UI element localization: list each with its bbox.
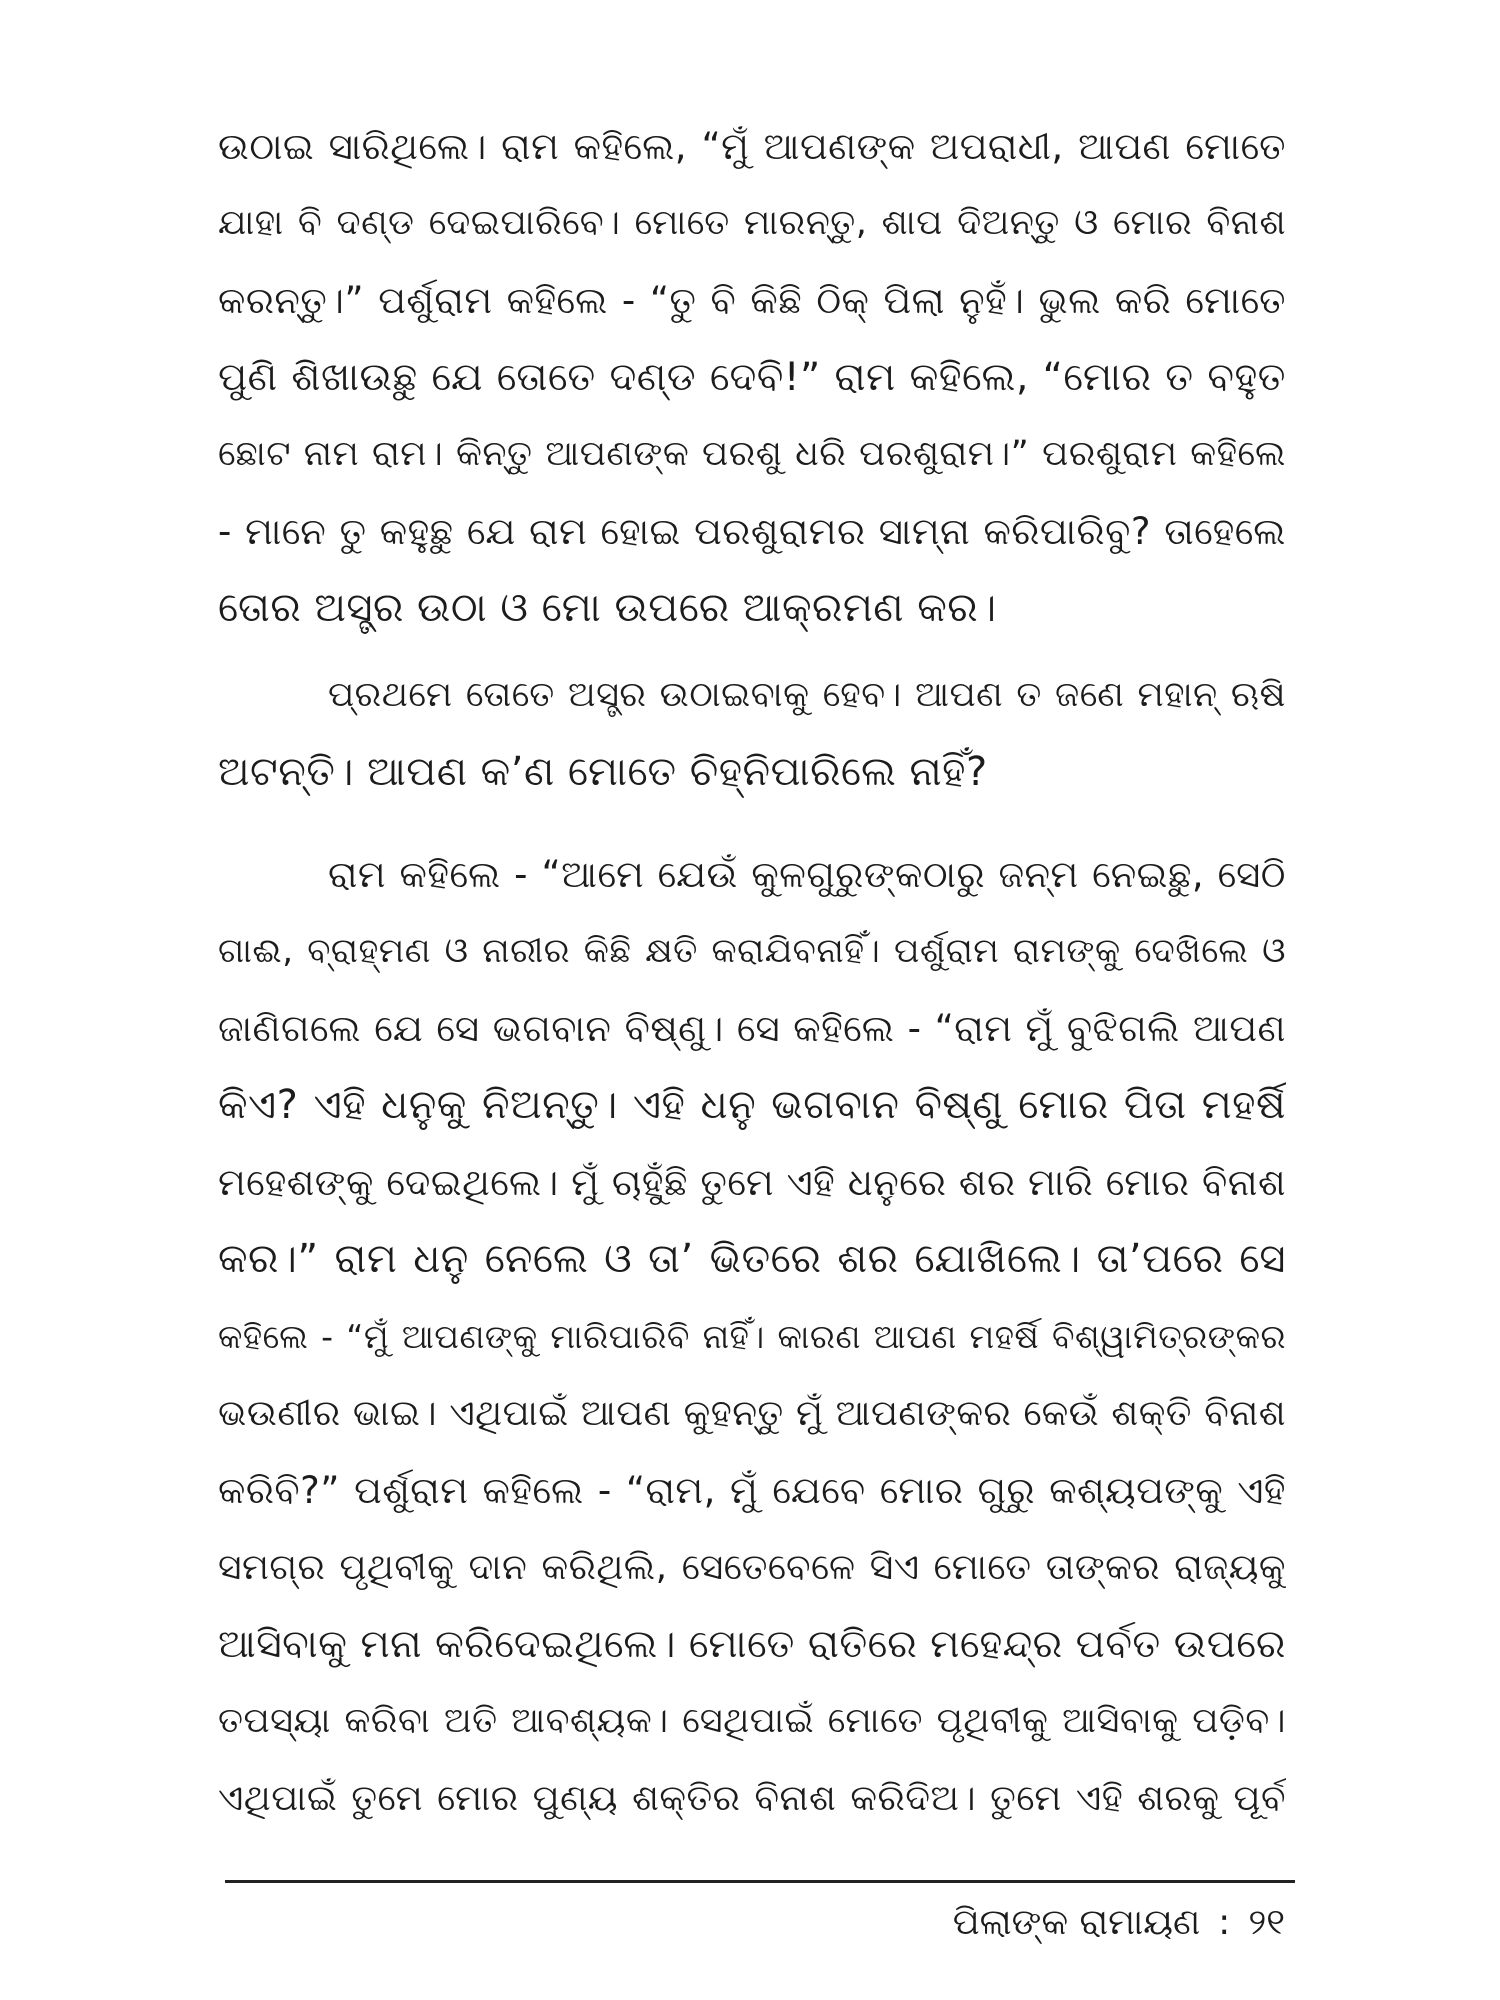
paragraph-3	[218, 836, 1286, 1837]
text-line: ଭଉଣୀର ଭାଇ। ଏଥିପାଇଁ ଆପଣ କୁହନ୍ତୁ ମୁଁ ଆପଣଙ୍କର କେଉଁ ଶକ୍ତି ବିନାଶ	[218, 1393, 1286, 1434]
text-line: ଉଠାଇ ସାରିଥିଲେ। ରାମ କହିଲେ, “ମୁଁ ଆପଣଙ୍କ ଅପରାଧୀ, ଆପଣ ମୋତେ	[218, 125, 1286, 168]
text-line: ତୋର ଅସ୍ତ୍ର ଉଠା ଓ ମୋ ଉପରେ ଆକ୍ରମଣ କର।	[218, 585, 997, 631]
text-line: କରିବି?” ପର୍ଶୁରାମ କହିଲେ - “ରାମ, ମୁଁ ଯେବେ ମୋର ଗୁରୁ କଶ୍ୟପଙ୍କୁ ଏହି	[218, 1469, 1286, 1512]
text-line: ଅଟନ୍ତି। ଆପଣ କ’ଣ ମୋତେ ଚିହ୍ନିପାରିଲେ ନାହିଁ?	[218, 749, 988, 795]
text-line: ଯାହା ବି ଦଣ୍ଡ ଦେଇପାରିବେ। ମୋତେ ମାରନ୍ତୁ, ଶାପ ଦିଅନ୍ତୁ ଓ ମୋର ବିନାଶ	[218, 203, 1286, 243]
footer-divider	[225, 1880, 1295, 1883]
paragraph-2	[218, 657, 1286, 811]
text-line: ପ୍ରଥମେ ତୋତେ ଅସ୍ତ୍ର ଉଠାଇବାକୁ ହେବ। ଆପଣ ତ ଜଣେ ମହାନ୍ ଋଷି	[328, 675, 1286, 715]
page-footer	[953, 1898, 1285, 1948]
text-line: ମହେଶଙ୍କୁ ଦେଇଥିଲେ। ମୁଁ ଚାହୁଁଛି ତୁମେ ଏହି ଧନୁରେ ଶର ମାରି ମୋର ବିନାଶ	[218, 1161, 1286, 1204]
page-number: ୨୧	[1248, 1902, 1285, 1943]
text-line: ଆସିବାକୁ ମନା କରିଦେଇଥିଲେ। ମୋତେ ରାତିରେ ମହେନ୍ଦ୍ର ପର୍ବତ ଉପରେ	[218, 1622, 1286, 1667]
text-line: କର।” ରାମ ଧନୁ ନେଲେ ଓ ତା’ ଭିତରେ ଶର ଯୋଖିଲେ। ତା’ପରେ ସେ	[218, 1236, 1286, 1282]
text-line: କହିଲେ - “ମୁଁ ଆପଣଙ୍କୁ ମାରିପାରିବି ନାହିଁ। କାରଣ ଆପଣ ମହର୍ଷି ବିଶ୍ୱାମିତ୍ରଙ୍କର	[218, 1317, 1286, 1356]
paragraph-1	[218, 108, 1286, 647]
text-line: କିଏ? ଏହି ଧନୁକୁ ନିଅନ୍ତୁ। ଏହି ଧନୁ ଭଗବାନ ବିଷ୍ଣୁ ମୋର ପିତା ମହର୍ଷି	[218, 1082, 1286, 1128]
text-line: ଛୋଟ ନାମ ରାମ। କିନ୍ତୁ ଆପଣଙ୍କ ପରଶୁ ଧରି ପରଶୁରାମ।” ପରଶୁରାମ କହିଲେ	[218, 434, 1286, 474]
text-line: ଏଥିପାଇଁ ତୁମେ ମୋର ପୁଣ୍ୟ ଶକ୍ତିର ବିନାଶ କରିଦିଅ। ତୁମେ ଏହି ଶରକୁ ପୂର୍ବ	[218, 1778, 1286, 1819]
text-line: ପୁଣି ଶିଖାଉଛୁ ଯେ ତୋତେ ଦଣ୍ଡ ଦେବି!” ରାମ କହିଲେ, “ମୋର ତ ବହୁତ	[218, 355, 1286, 400]
text-line: - ମାନେ ତୁ କହୁଛୁ ଯେ ରାମ ହୋଇ ପରଶୁରାମର ସାମ୍ନା କରିପାରିବୁ? ତାହେଲେ	[218, 510, 1286, 553]
text-line: ଗାଈ, ବ୍ରାହ୍ମଣ ଓ ନାରୀର କିଛି କ୍ଷତି କରାଯିବନାହିଁ। ପର୍ଶୁରାମ ରାମଙ୍କୁ ଦେଖିଲେ ଓ	[218, 931, 1286, 971]
text-line: ରାମ କହିଲେ - “ଆମେ ଯେଉଁ କୁଳଗୁରୁଙ୍କଠାରୁ ଜନ୍ମ ନେଇଛୁ, ସେଠି	[328, 853, 1286, 896]
text-line: ସମଗ୍ର ପୃଥିବୀକୁ ଦାନ କରିଥିଲି, ସେତେବେଳେ ସିଏ ମୋତେ ତାଙ୍କର ରାଜ୍ୟକୁ	[218, 1547, 1286, 1588]
book-title: ପିଲାଙ୍କ ରାମାୟଣ	[952, 1902, 1201, 1943]
text-line: କରନ୍ତୁ।” ପର୍ଶୁରାମ କହିଲେ - “ତୁ ବି କିଛି ଠିକ୍ ପିଲା ନୁହଁ। ଭୁଲ କରି ମୋତେ	[218, 279, 1286, 322]
footer-separator: :	[1218, 1902, 1231, 1943]
text-line: ଜାଣିଗଲେ ଯେ ସେ ଭଗବାନ ବିଷ୍ଣୁ। ସେ କହିଲେ - “ରାମ ମୁଁ ବୁଝିଗଲି ଆପଣ	[218, 1007, 1286, 1050]
text-line: ତପସ୍ୟା କରିବା ଅତି ଆବଶ୍ୟକ। ସେଥିପାଇଁ ମୋତେ ପୃଥିବୀକୁ ଆସିବାକୁ ପଡ଼ିବ।	[218, 1701, 1286, 1741]
